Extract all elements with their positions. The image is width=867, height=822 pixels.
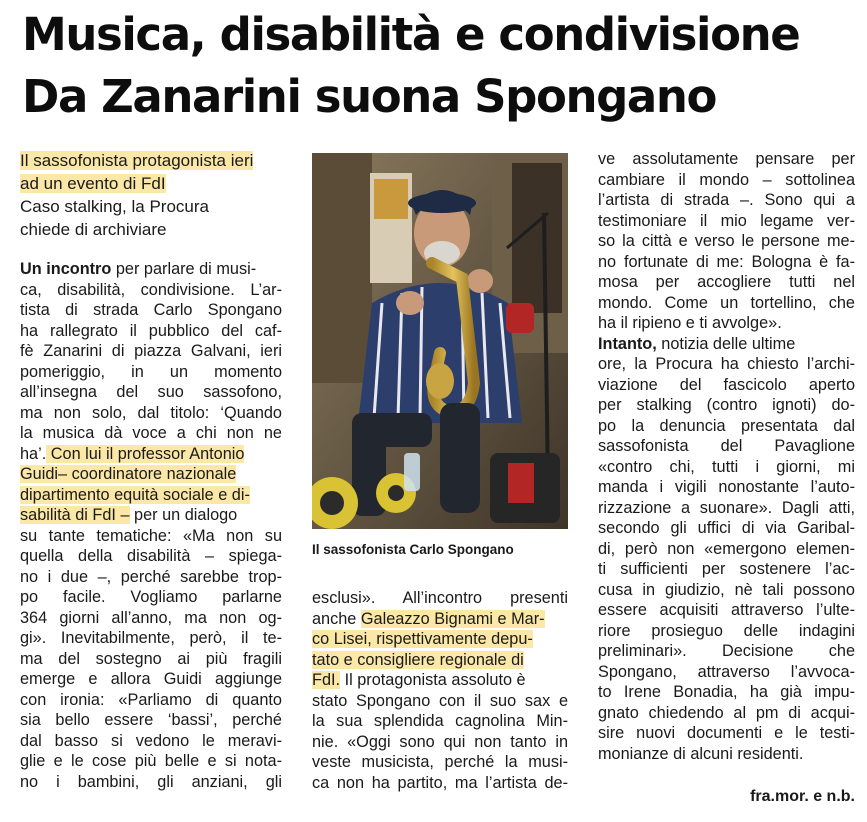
highlighted-text: Galeazzo Bignami e Mar-	[360, 609, 545, 628]
article-summary	[20, 149, 282, 241]
summary-line: chiede di archiviare	[20, 220, 167, 239]
body-line: ca non ha partito, ma l’artista de-	[312, 773, 568, 792]
body-line: Spongano, attraverso l’avvoca-	[598, 662, 855, 681]
body-line: essere acquisiti attraverso l’ulte-	[598, 601, 855, 619]
body-line: to Irene Bonadia, ha già impu-	[598, 683, 855, 701]
body-line: no fortunate di me: Bologna è fa-	[598, 252, 855, 271]
body-line: sire nuovi documenti e le testi-	[598, 724, 855, 742]
body-line: cusa in giudizio, nè tali possono	[598, 580, 855, 599]
body-line: dal basso si vedono le meravi-	[20, 731, 282, 750]
body-line: quella della disabilità – spiega-	[20, 547, 282, 565]
body-line: cambiare il mondo – sottolinea	[598, 170, 855, 189]
body-line: sassofonista del Pavaglione	[598, 437, 855, 455]
body-line: ca, disabilità, condivisione. L’ar-	[20, 280, 282, 299]
summary-line: Il sassofonista protagonista ieri	[20, 151, 254, 170]
headline-line-2: Da Zanarini suona Spongano	[22, 70, 717, 123]
body-line: pomeriggio, in un momento	[20, 362, 282, 381]
article-column-2	[312, 588, 568, 793]
body-line: testimoniare il mio legame ver-	[598, 211, 855, 230]
body-text: Il protagonista assoluto è	[340, 671, 526, 689]
lead-in-text: Un incontro	[20, 260, 112, 278]
article-column-3	[598, 149, 855, 764]
body-line: manda i vigili nonostante l’auto-	[598, 478, 855, 496]
body-line: no i bambini, gli anziani, gli	[20, 772, 282, 791]
highlighted-text: dipartimento equità sociale e di-	[20, 485, 250, 504]
body-line: preliminari». Decisione che	[598, 642, 855, 660]
body-line: po la denuncia presentata dal	[598, 416, 855, 435]
body-line: esclusi». All’incontro presenti	[312, 589, 568, 607]
body-line: riore prosieguo delle indagini	[598, 621, 855, 640]
highlighted-text: Con lui il professor Antonio	[46, 444, 245, 463]
body-line: ore, la Procura ha chiesto l’archi-	[598, 355, 855, 373]
body-line: fè Zanarini di piazza Galvani, ieri	[20, 342, 282, 360]
body-line: all’insegna del suo sassofono,	[20, 383, 282, 401]
body-line: ve assolutamente pensare per	[598, 150, 855, 168]
body-line: con ironia: «Parliamo di quanto	[20, 690, 282, 709]
body-line: so la città e verso le persone me-	[598, 232, 855, 250]
body-line: la musica dà voce a chi non ne	[20, 424, 282, 442]
highlighted-text: Guidi– coordinatore nazionale	[20, 465, 237, 483]
body-line: «contro chi, tutti i giorni, mi	[598, 457, 855, 476]
body-line: secondo gli uffici di via Garibal-	[598, 519, 855, 537]
highlighted-text: sabilità di FdI –	[20, 506, 130, 524]
highlighted-text: co Lisei, rispettivamente depu-	[312, 630, 533, 648]
author-signature: fra.mor. e n.b.	[750, 788, 855, 805]
body-line: viazione del fascicolo aperto	[598, 375, 855, 394]
photo-caption: Il sassofonista Carlo Spongano	[312, 542, 514, 557]
body-text: anche	[312, 609, 361, 628]
body-line: stato Spongano con il suo sax e	[312, 691, 568, 710]
body-line: po facile. Vogliamo parlarne	[20, 588, 282, 606]
body-line: veste musicista, perché la musi-	[312, 753, 568, 771]
body-line: monianze di alcuni residenti.	[598, 744, 804, 763]
body-line: per stalking (contro ignoti) do-	[598, 396, 855, 414]
body-line: ti sufficienti per sostenere l’ac-	[598, 560, 855, 578]
body-line: emerge e allora Guidi aggiunge	[20, 670, 282, 688]
body-line: di, però non «emergono elemen-	[598, 539, 855, 558]
highlighted-text: FdI.	[312, 671, 341, 689]
body-line: glie e le cose più belle e si nota-	[20, 752, 282, 770]
body-line: sia bello essere ‘bassi’, perché	[20, 711, 282, 729]
body-line: gnato chiedendo al pm di acqui-	[598, 703, 855, 722]
body-line: l’artista di strada –. Sono qui a	[598, 191, 855, 209]
summary-line: ad un evento di FdI	[20, 174, 166, 193]
saxophonist-photo-illustration	[312, 153, 568, 529]
body-line: ma del sostegno ai più fragili	[20, 649, 282, 668]
body-text: per parlare di musi-	[111, 260, 257, 278]
body-text: ha’.	[20, 444, 47, 463]
body-line: su tante tematiche: «Ma non su	[20, 526, 282, 545]
headline-line-1: Musica, disabilità e condivisione	[22, 8, 800, 61]
body-text: notizia delle ultime	[656, 334, 796, 353]
body-line: rizzazione a suonare». Dagli atti,	[598, 498, 855, 517]
lead-in-text: Intanto,	[598, 334, 657, 353]
body-line: ha rallegrato il pubblico del caf-	[20, 321, 282, 340]
body-line: ha il ripieno e ti avvolge».	[598, 314, 782, 332]
body-line: la sua splendida cagnolina Min-	[312, 712, 568, 730]
body-line: 364 giorni all’anno, ma non og-	[20, 608, 282, 627]
body-line: mondo. Come un tortellino, che	[598, 293, 855, 312]
body-line: gi». Inevitabilmente, però, il te-	[20, 629, 282, 647]
body-line: ma non solo, dal titolo: ‘Quando	[20, 403, 282, 422]
highlighted-text: tato e consigliere regionale di	[312, 650, 524, 669]
body-line: no i due –, perché sarebbe trop-	[20, 567, 282, 586]
summary-line: Caso stalking, la Procura	[20, 197, 209, 216]
article-photo	[312, 153, 568, 529]
article-column-1	[20, 259, 282, 792]
body-text: per un dialogo	[129, 506, 238, 524]
body-line: tista di strada Carlo Spongano	[20, 301, 282, 319]
body-line: mosa per accogliere tutti nel	[598, 273, 855, 291]
body-line: nie. «Oggi sono qui non tanto in	[312, 732, 568, 751]
